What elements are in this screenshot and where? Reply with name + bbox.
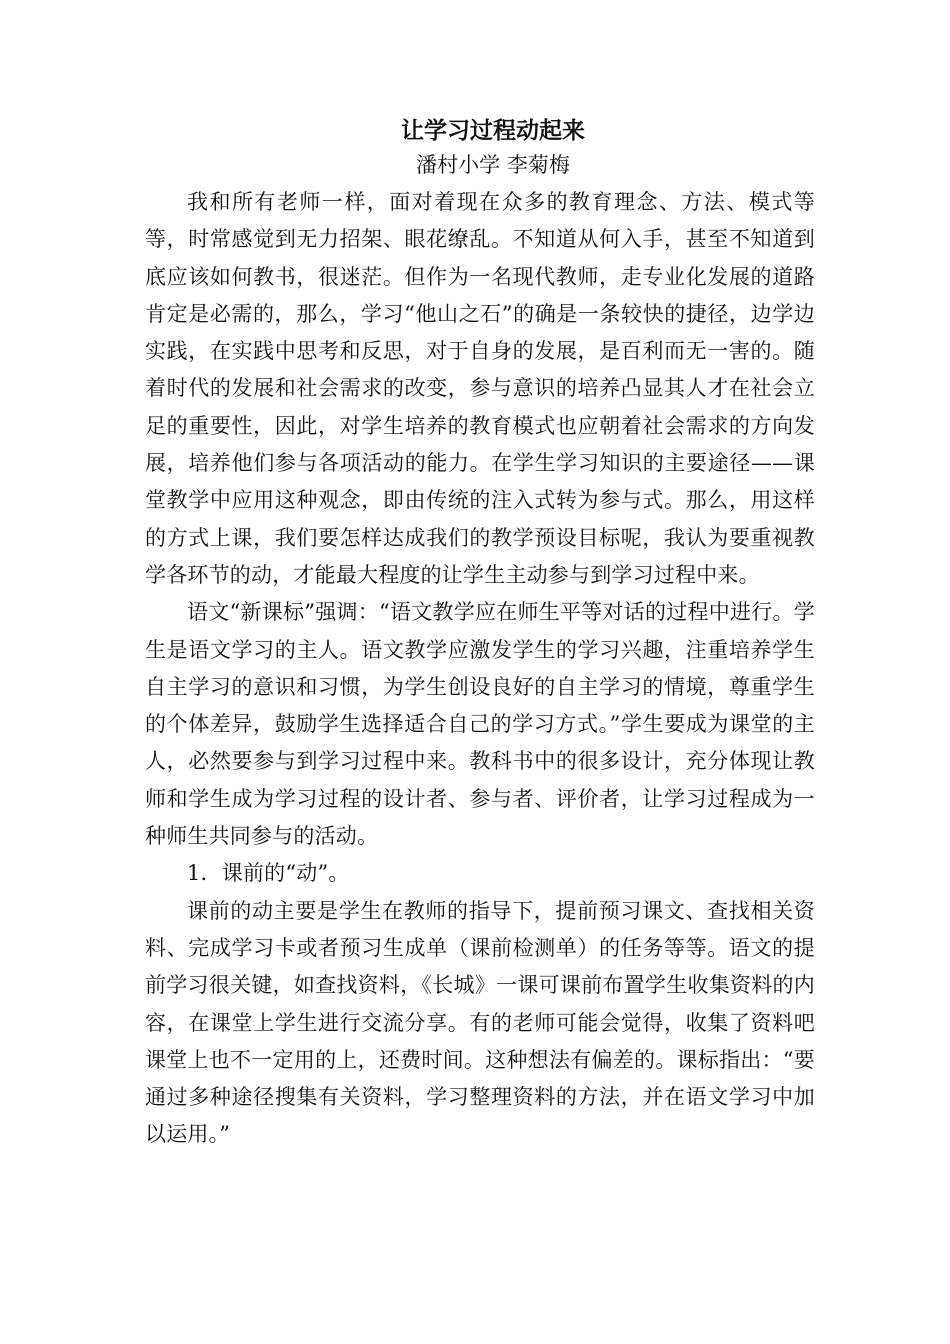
document-author: 潘村小学 李菊梅 (416, 153, 570, 177)
section-heading-pre-class: 1．课前的“动”。 (187, 861, 350, 886)
paragraph-curriculum-standard: 语文“新课标”强调：“语文教学应在师生平等对话的过程中进行。学生是语文学习的主人。语文教学应激发学生的学习兴趣，注重培养学生自主学习的意识和习惯，为学生创设良好的自主学习的情境，尊重学生的个体差异，鼓励学生选择适合自己的学习方式。”学生要成为课堂的主人，必然要参与到学习过程中来。教科书中的很多设计，充分体现让教师和学生成为学习过程的设计者、参与者、评价者，让学习过程成为一种师生共同参与的活动。 (145, 600, 815, 849)
paragraph-pre-class: 课前的动主要是学生在教师的指导下，提前预习课文、查找相关资料、完成学习卡或者预习生成单（课前检测单）的任务等等。语文的提前学习很关键，如查找资料，《长城》一课可课前布置学生收集资料的内容，在课堂上学生进行交流分享。有的老师可能会觉得，收集了资料吧课堂上也不一定用的上，还费时间。这种想法有偏差的。课标指出：“要通过多种途径搜集有关资料，学习整理资料的方法，并在语文学习中加以运用。” (145, 898, 815, 1147)
document-title: 让学习过程动起来 (401, 117, 585, 144)
paragraph-intro: 我和所有老师一样，面对着现在众多的教育理念、方法、模式等等，时常感觉到无力招架、眼花缭乱。不知道从何入手，甚至不知道到底应该如何教书，很迷茫。但作为一名现代教师，走专业化发展的道路肯定是必需的，那么，学习“他山之石”的确是一条较快的捷径，边学边实践，在实践中思考和反思，对于自身的发展，是百利而无一害的。随着时代的发展和社会需求的改变，参与意识的培养凸显其人才在社会立足的重要性，因此，对学生培养的教育模式也应朝着社会需求的方向发展，培养他们参与各项活动的能力。在学生学习知识的主要途径——课堂教学中应用这种观念，即由传统的注入式转为参与式。那么，用这样的方式上课，我们要怎样达成我们的教学预设目标呢，我认为要重视教学各环节的动，才能最大程度的让学生主动参与到学习过程中来。 (145, 190, 815, 587)
document-page (145, 114, 815, 1154)
